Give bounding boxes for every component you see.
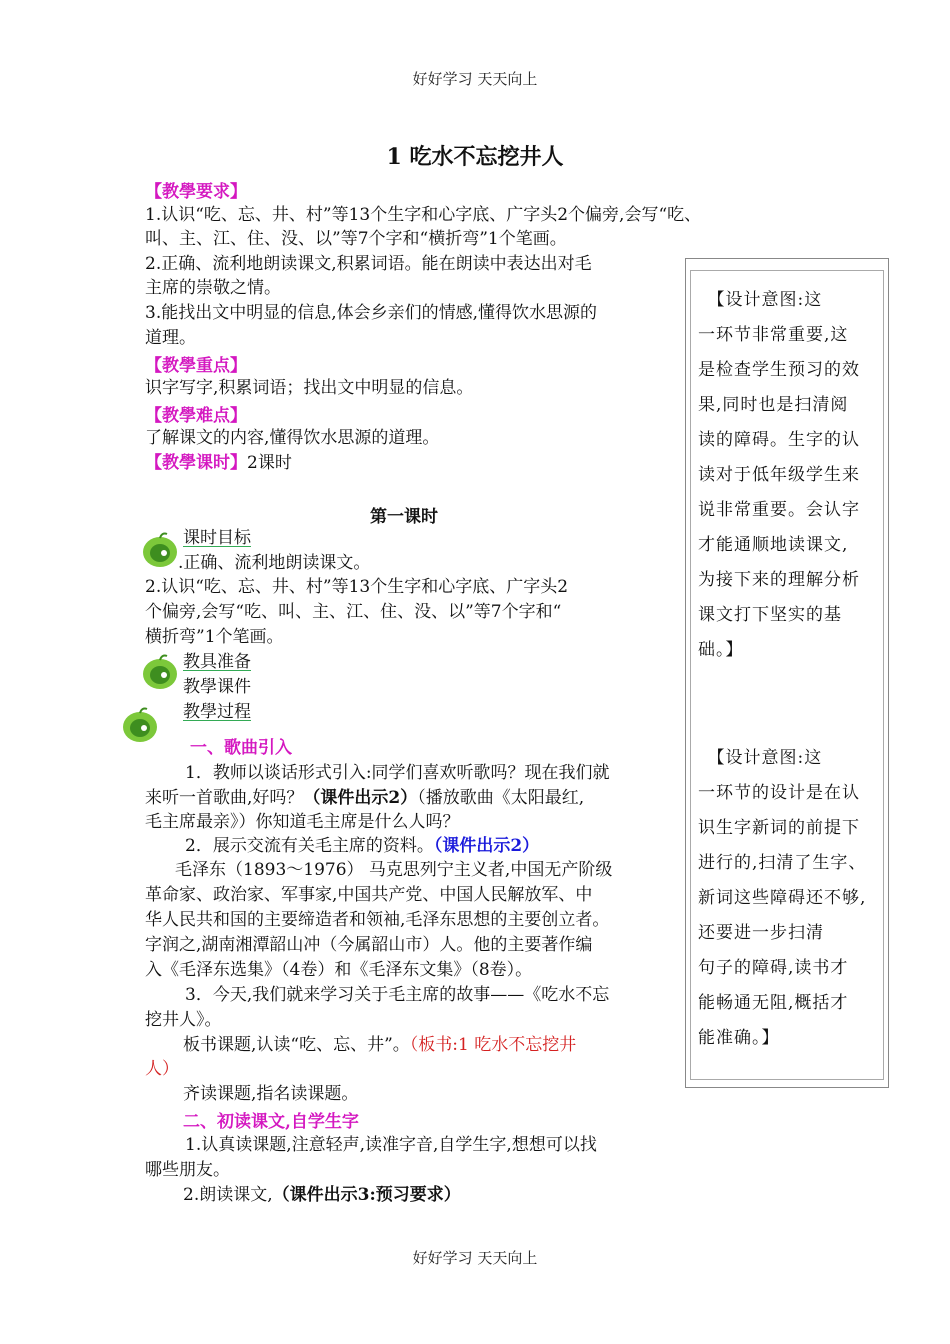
design-note-1-line: 础。】	[698, 640, 744, 660]
section-2-heading: 二、初读课文,自学生字	[183, 1112, 359, 1132]
goal-2a: 2.认识“吃、忘、井、村”等13个生字和心字底、广字头2	[145, 577, 569, 597]
s1-para2-text: 2．展示交流有关毛主席的资料。	[185, 836, 434, 856]
requirement-3a: 3.能找出文中明显的信息,体会乡亲们的情感,懂得饮水思源的	[145, 303, 598, 323]
design-note-1-line: 才能通顺地读课文,	[698, 535, 849, 555]
design-note-2-line: 句子的障碍,读书才	[698, 958, 849, 978]
goal-2c: 横折弯”1个笔画。	[145, 627, 284, 647]
design-note-1-line: 果,同时也是扫清阅	[698, 395, 849, 415]
design-note-1-line: 课文打下坚实的基	[698, 605, 842, 625]
apple-bullet-icon	[120, 705, 160, 745]
requirement-1b: 叫、主、江、住、没、以”等7个字和“横折弯”1个笔画。	[145, 229, 567, 249]
goal-2b: 个偏旁,会写“吃、叫、主、江、住、没、以”等7个字和“	[145, 602, 562, 622]
s1-para1c: 毛主席最亲》）你知道毛主席是什么人吗？	[145, 812, 460, 832]
design-note-1-line: 说非常重要。会认字	[698, 500, 860, 520]
mao-bio-3: 华人民共和国的主要缔造者和领袖,毛泽东思想的主要创立者。	[145, 910, 610, 930]
design-note-2-line: 还要进一步扫清	[698, 923, 824, 943]
design-note-1-line: 是检查学生预习的效	[698, 360, 860, 380]
preview-requirement-ref: （课件出示3:预习要求）	[272, 1185, 461, 1205]
requirement-2b: 主席的崇敬之情。	[145, 278, 281, 298]
s1-para2	[185, 834, 539, 859]
board-note: （板书:1 吃水不忘挖井	[409, 1035, 577, 1055]
requirement-3b: 道理。	[145, 328, 196, 348]
goal-heading: 课时目标	[183, 528, 251, 548]
s2-para1b: 哪些朋友。	[145, 1160, 230, 1180]
design-note-1	[698, 283, 878, 668]
section-1-heading: 一、歌曲引入	[190, 738, 292, 758]
design-note-1-line: 为接下来的理解分析	[698, 570, 860, 590]
board-line	[183, 1033, 576, 1058]
hours-tag: 【教學课时】	[145, 453, 247, 473]
difficulty-text: 了解课文的内容,懂得饮水思源的道理。	[145, 428, 440, 448]
design-note-1-line: 读对于低年级学生来	[698, 465, 860, 485]
design-note-2-line: 能畅通无阻,概括才	[698, 993, 849, 1013]
lesson-main-title: 1 吃水不忘挖井人	[386, 144, 564, 170]
design-note-2-line: 新词这些障碍还不够,	[698, 888, 867, 908]
courseware-ref: （课件出示2）	[303, 788, 418, 808]
s1-para1b	[145, 786, 584, 811]
design-note-2-line: 一环节的设计是在认	[698, 783, 860, 803]
tools-text: 教學课件	[183, 677, 251, 697]
design-note-2	[698, 741, 878, 1056]
mao-bio-4: 字润之,湖南湘潭韶山冲（今属韶山市）人。他的主要著作编	[145, 935, 593, 955]
hours-text: 2课时	[247, 453, 292, 473]
page-footer: 好好学习 天天向上	[412, 1249, 538, 1267]
design-note-1-line: 一环节非常重要,这	[698, 325, 849, 345]
page-header: 好好学习 天天向上	[412, 70, 538, 88]
requirement-2a: 2.正确、流利地朗读课文,积累词语。能在朗读中表达出对毛	[145, 254, 592, 274]
mao-bio-5: 入《毛泽东选集》（4卷）和《毛泽东文集》（8卷）。	[145, 960, 533, 980]
s2-para2	[183, 1183, 461, 1208]
keypoints-tag: 【教學重点】	[145, 356, 247, 376]
requirements-tag: 【教學要求】	[145, 182, 247, 202]
apple-bullet-icon	[140, 652, 180, 692]
design-note-2-line: 【设计意图:这	[698, 748, 823, 768]
apple-bullet-icon	[140, 530, 180, 570]
design-note-1-line: 读的障碍。生字的认	[698, 430, 860, 450]
design-note-1-line: 【设计意图:这	[698, 290, 823, 310]
s1-para1b-text: 来听一首歌曲,好吗？	[145, 788, 304, 808]
read-title-line: 齐读课题,指名读课题。	[183, 1084, 359, 1104]
goal-1: .正确、流利地朗读课文。	[178, 553, 371, 573]
requirement-1a: 1.认识“吃、忘、井、村”等13个生字和心字底、广字头2个偏旁,会写“吃、	[145, 205, 702, 225]
design-note-2-line: 进行的,扫清了生字、	[698, 853, 867, 873]
s1-para3a: 3．今天,我们就来学习关于毛主席的故事——《吃水不忘	[185, 985, 610, 1005]
board-note-end: 人）	[145, 1059, 179, 1079]
tools-heading: 教具准备	[183, 652, 251, 672]
courseware-ref-blue: （课件出示2）	[433, 836, 540, 856]
design-note-2-line: 识生字新词的前提下	[698, 818, 860, 838]
board-text: 板书课题,认读“吃、忘、井”。	[183, 1035, 410, 1055]
difficulty-tag: 【教學难点】	[145, 406, 247, 426]
process-heading: 教學过程	[183, 702, 251, 722]
s1-para1b-post: （播放歌曲《太阳最红,	[417, 788, 585, 808]
keypoints-text: 识字写字,积累词语；找出文中明显的信息。	[145, 378, 474, 398]
s1-para3b: 挖井人》。	[145, 1010, 222, 1030]
s1-para1a: 1．教师以谈话形式引入:同学们喜欢听歌吗？现在我们就	[185, 763, 610, 783]
s2-para1a: 1.认真读课题,注意轻声,读准字音,自学生字,想想可以找	[185, 1135, 597, 1155]
hours-line	[145, 451, 292, 476]
design-note-2-line: 能准确。】	[698, 1028, 780, 1048]
mao-bio-1: 毛泽东（1893～1976） 马克思列宁主义者,中国无产阶级	[175, 860, 613, 880]
s2-para2-text: 2.朗读课文,	[183, 1185, 273, 1205]
lesson-subtitle: 第一课时	[370, 507, 438, 527]
mao-bio-2: 革命家、政治家、军事家,中国共产党、中国人民解放军、中	[145, 885, 593, 905]
